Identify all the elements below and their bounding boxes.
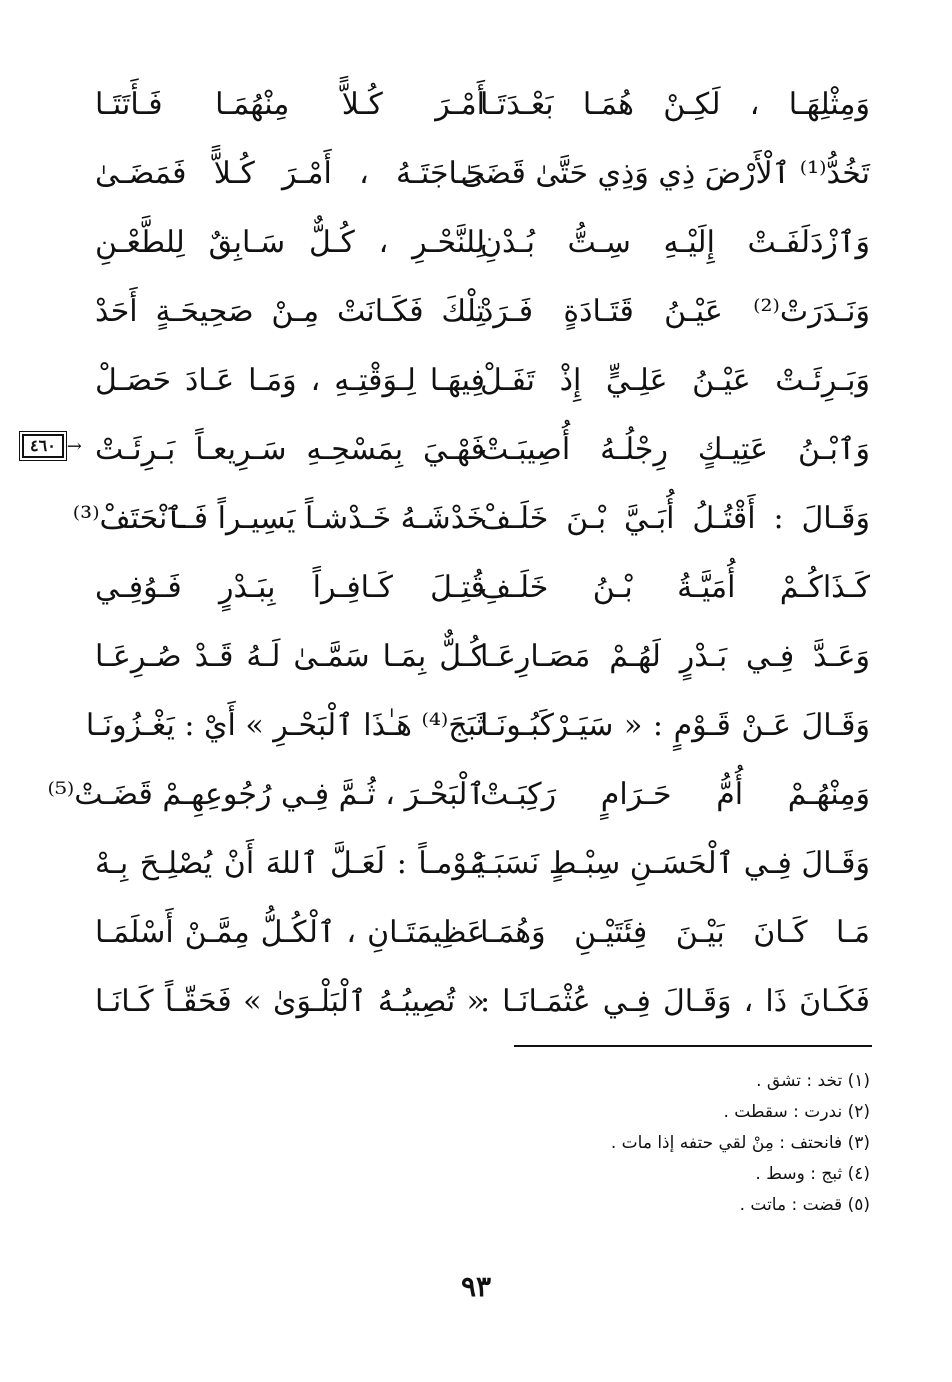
footnotes <box>480 1066 870 1221</box>
verse-line: وَقَـالَ عَـنْ قَـوْمٍ : « سَيَـرْكَبُـونَـا <box>480 708 870 743</box>
verse-line: وَنَـدَرَتْ⁽²⁾ عَيْـنُ قَتَـادَةٍ فَـرَدْ <box>480 294 870 329</box>
footnote-separator <box>514 1045 872 1047</box>
footnote: (٥) قضت : ماتت . <box>739 1195 870 1215</box>
verse-line: لِلنَّحْـرِ ، كُـلٌّ سَـابِقٌ لِلطَّعْـنِ <box>95 225 485 260</box>
verse-line: حَـاجَتَـهُ ، أَمْـرَ كُـلاًّ فَمَضَـىٰ <box>95 156 485 191</box>
verse-line: وَمِنْهُـمْ أُمُّ حَـرَامٍ رَكِبَـتْ <box>480 777 870 812</box>
page-number: ٩٣ <box>460 1270 492 1303</box>
verse-line: وَبَـرِئَـتْ عَيْـنُ عَلِـيٍّ إِذْ تَفَـلْ <box>480 363 870 398</box>
verse-number-box: ٤٦٠ <box>22 434 64 458</box>
verse-line: كَـذَاكُـمْ أُمَيَّـةُ بْـنُ خَلَـفِ <box>480 570 870 605</box>
verse-line: وَٱزْدَلَفَـتْ إِلَيْـهِ سِـتُّ بُـدْنِ <box>480 225 870 260</box>
verse-line: أَمْـرَ كُـلاًّ مِنْهُمَـا فَـأَتَتَـا <box>95 87 485 122</box>
verse-line: وَٱبْـنُ عَتِيـكٍ رِجْلُـهُ أُصِيبَـتْ <box>480 432 870 467</box>
footnote: (٣) فانحتف : مِنْ لقي حتفه إذا مات . <box>610 1133 870 1153</box>
verse-line: وَعَـدَّ فِـي بَـدْرٍ لَهُـمْ مَصَـارِعَـا <box>480 639 870 674</box>
verse-line: فِيهَـا لِـوَقْتِـهِ ، وَمَـا عَـادَ حَصَـلْ <box>95 363 485 398</box>
verse-line: وَمِثْلِهَـا ، لَكِـنْ هُمَـا بَعْـدَتَـا <box>480 87 870 122</box>
verse-column-left <box>47 70 485 1036</box>
footnote: (٢) ندرت : سقطت . <box>723 1102 870 1122</box>
verse-line: « تُصِيبُـهُ ٱلْبَلْـوَىٰ » فَحَقّـاً كَـانَـا <box>95 984 485 1019</box>
verse-line: فَهْـيَ بِمَسْحِـهِ سَـرِيعـاً بَـرِئَـتْ <box>95 432 485 467</box>
verse-line: كُـلٌّ بِمَـا سَمَّـىٰ لَـهُ قَـدْ صُـرِعَـا <box>95 639 485 674</box>
verse-line: ٱلْبَحْـرَ ، ثُـمَّ فِـي رُجُوعِهِـمْ قَضَـتْ⁽⁵⁾ <box>47 777 485 812</box>
verse-column-right <box>460 70 870 1036</box>
footnote: (٤) ثبج : وسط . <box>755 1164 870 1184</box>
verse-line: وَقَـالَ : أَقْتُـلُ أُبَـيَّ بْـنَ خَلَـفْ <box>480 501 870 536</box>
verse-line: خَدْشَـهُ خَـدْشـاً يَسِيـراً فَـٱنْحَتَفْ⁽³⁾ <box>72 501 485 536</box>
verse-line: قُتِـلَ كَـافِـراً بِبَـدْرٍ فَـوُفِـي <box>95 570 485 605</box>
arrow-right-icon: → <box>66 435 82 457</box>
verse-line: تِلْكَ فَكَـانَتْ مِـنْ صَحِيحَـةٍ أَحَدْ <box>95 294 485 329</box>
verse-line: عَظِيمَتَـانِ ، ٱلْكُـلُّ مِمَّـنْ أَسْلَمَـا <box>95 915 485 950</box>
verse-line: وَقَـالَ فِـي ٱلْحَسَـنِ سِبْـطٍ نَسَبَـهْ <box>470 846 870 881</box>
footnote: (١) تخد : تشق . <box>756 1071 870 1091</box>
verse-line: فَكَـانَ ذَا ، وَقَـالَ فِـي عُثْمَـانَـا : <box>480 984 870 1019</box>
verse-line: ثَبَجَ⁽⁴⁾ هَـٰذَا ٱلْبَحْـرِ » أَيْ : يَغْـزُونَـا <box>85 708 485 743</box>
verse-line: يَـوْمـاً : لَعَـلَّ ٱللهَ أَنْ يُصْلِـحَ بِـهْ <box>95 846 485 881</box>
verse-line: مَـا كَـانَ بَيْـنَ فِئَتَيْـنِ وَهُمَـا <box>480 915 870 950</box>
verse-line: تَخُدُّ⁽¹⁾ ٱلْأَرْضَ ذِي وَذِي حَتَّىٰ قَضَىٰ <box>460 156 870 191</box>
verse-number-marker <box>22 434 82 458</box>
